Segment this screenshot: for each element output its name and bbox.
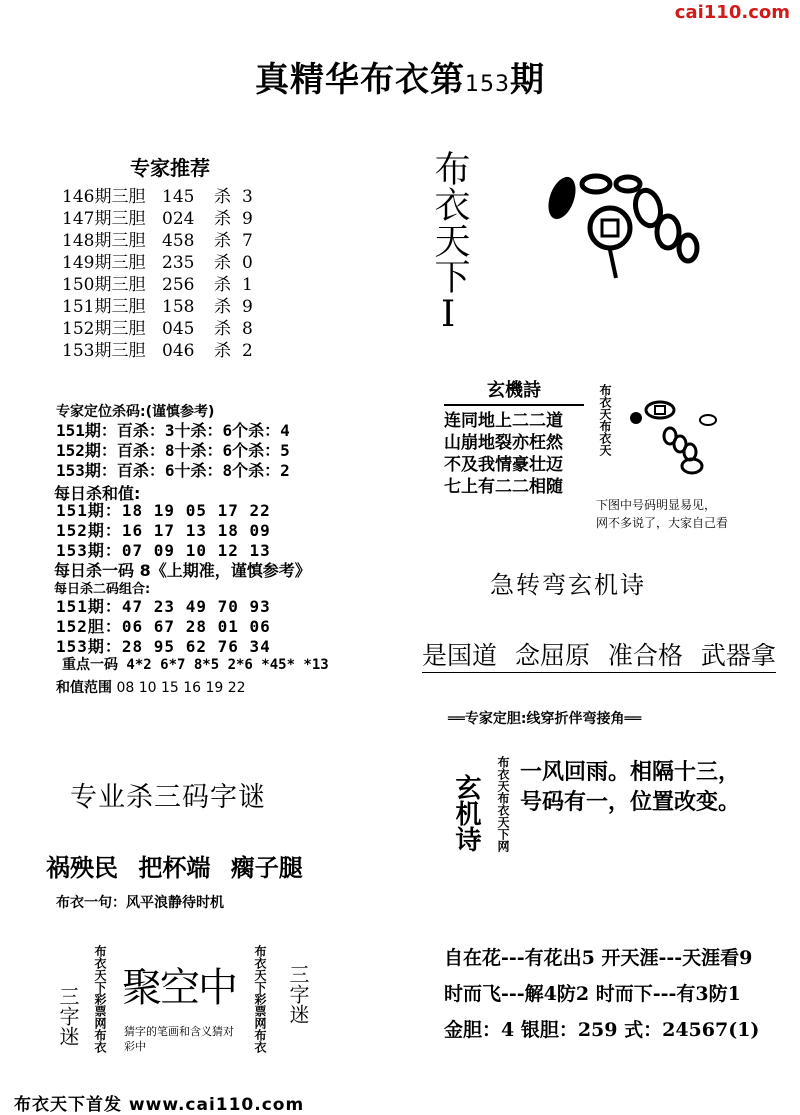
recommend-k: 1 — [242, 275, 253, 295]
sum-range-line — [56, 677, 246, 697]
buyi-saying: 布衣一句：风平浪静待时机 — [56, 895, 224, 911]
sanzi-label-right: 三字迷 — [286, 964, 310, 1024]
list-item: 151期：18 19 05 17 22 — [56, 501, 271, 520]
recommend-period: 149期三胆 — [62, 253, 146, 273]
xuanji-vertical-text: 布衣天布衣天 — [598, 384, 612, 456]
list-item — [62, 186, 253, 208]
poem-line: 七上有二二相随 — [444, 477, 563, 497]
recommend-k: 9 — [242, 209, 253, 229]
note-line: 网不多说了，大家自己看 — [596, 516, 729, 530]
recommend-value: 458 — [162, 231, 195, 251]
xuanji-shi-vertical: 玄机诗 — [451, 774, 481, 852]
recommend-kill: 杀 — [214, 209, 231, 229]
hint-line: 时而飞---解4防2 时而下---有3防1 — [444, 983, 741, 1005]
title-suffix: 期 — [510, 60, 545, 100]
xuanji-note — [596, 496, 728, 532]
site-watermark: cai110.com — [674, 2, 790, 23]
one-kill-title: 每日杀一码 8《上期准，谨慎参考》 — [54, 561, 311, 580]
note-line: 下图中号码明显易见， — [596, 498, 717, 512]
two-kill-title: 每日杀二码组合: — [54, 582, 151, 597]
list-item — [62, 208, 253, 230]
position-kill-list — [56, 421, 290, 481]
hint-line: 自在花---有花出5 开天涯---天涯看9 — [444, 947, 753, 969]
riddle-poem-line: 是国道 念屈原 准合格 武器拿 — [422, 636, 776, 673]
list-item: 151期：百杀：3十杀：6个杀：4 — [56, 421, 290, 440]
recommend-kill: 杀 — [214, 297, 231, 317]
list-item: 153期：28 95 62 76 34 — [56, 637, 271, 656]
recommend-value: 145 — [162, 187, 195, 207]
bottom-hints — [444, 940, 759, 1048]
sanzi-label-left: 三字迷 — [56, 986, 80, 1046]
recommend-period: 148期三胆 — [62, 231, 146, 251]
recommend-value: 046 — [162, 341, 195, 361]
hint-line: 金胆：4 银胆：259 式：24567(1) — [444, 1019, 760, 1041]
recommend-kill: 杀 — [214, 253, 231, 273]
coin-chain-illustration — [540, 170, 710, 280]
riddle-word: 聚空中 — [122, 965, 236, 1011]
recommend-period: 146期三胆 — [62, 187, 146, 207]
expert-dan-line: ══专家定胆:线穿折伴弯接角══ — [448, 711, 642, 727]
recommend-k: 3 — [242, 187, 253, 207]
roman-numeral: I — [441, 294, 456, 335]
list-item: 152期：百杀：8十杀：6个杀：5 — [56, 441, 290, 460]
recommend-period: 151期三胆 — [62, 297, 146, 317]
recommend-period: 152期三胆 — [62, 319, 146, 339]
recommend-k: 0 — [242, 253, 253, 273]
title-issue-number: 153 — [465, 72, 510, 97]
riddle-poem-title: 急转弯玄机诗 — [490, 571, 646, 599]
recommend-kill: 杀 — [214, 231, 231, 251]
list-item — [62, 274, 253, 296]
recommend-title: 专家推荐 — [130, 156, 210, 180]
poem-line: 一风回雨。相隔十三， — [520, 760, 741, 785]
buyi-tianxia-vertical: 布衣天下 — [429, 150, 470, 294]
list-item: 151期：47 23 49 70 93 — [56, 597, 271, 616]
vertical-watermark-left: 布衣天下彩票网布衣 — [93, 945, 107, 1053]
list-item: 153期：百杀：6十杀：8个杀：2 — [56, 461, 290, 480]
vertical-watermark-poem: 布衣天布衣天下网 — [496, 756, 510, 852]
recommend-value: 158 — [162, 297, 195, 317]
recommend-period: 150期三胆 — [62, 275, 146, 295]
recommend-kill: 杀 — [214, 319, 231, 339]
recommend-kill: 杀 — [214, 341, 231, 361]
sum-kill-title: 每日杀和值: — [54, 484, 141, 503]
recommend-k: 2 — [242, 341, 253, 361]
poem-line: 号码有一，位置改变。 — [520, 790, 741, 815]
xuanji-poem-box — [444, 376, 584, 498]
recommend-kill: 杀 — [214, 187, 231, 207]
position-kill-title: 专家定位杀码:(谨慎参考) — [56, 404, 215, 420]
xuanji-poem-title: 玄機詩 — [444, 376, 584, 406]
list-item — [62, 318, 253, 340]
sum-kill-list — [56, 501, 271, 561]
recommend-value: 235 — [162, 253, 195, 273]
recommend-value: 045 — [162, 319, 195, 339]
list-item: 153期：07 09 10 12 13 — [56, 541, 271, 560]
page-title — [0, 52, 800, 101]
sum-range-values: 08 10 15 16 19 22 — [116, 680, 246, 696]
list-item: 152胆：06 67 28 01 06 — [56, 617, 271, 636]
key-code-line: 重点一码 4*2 6*7 8*5 2*6 *45* *13 — [62, 657, 329, 673]
recommend-kill: 杀 — [214, 275, 231, 295]
recommend-value: 256 — [162, 275, 195, 295]
recommend-k: 8 — [242, 319, 253, 339]
recommend-k: 9 — [242, 297, 253, 317]
sum-range-label: 和值范围 — [56, 680, 112, 696]
list-item — [62, 252, 253, 274]
small-coin-illustration — [620, 398, 730, 478]
poem-line: 连同地上二二道 — [444, 411, 563, 431]
poem-line: 不及我情豪壮迈 — [444, 455, 563, 475]
xuanji-poem-lines — [444, 410, 584, 498]
riddle-hint: 猜字的笔画和含义猜对彩中 — [124, 1025, 234, 1053]
two-kill-list — [56, 597, 271, 657]
recommend-k: 7 — [242, 231, 253, 251]
footer-text: 布衣天下首发 www.cai110.com — [14, 1095, 305, 1115]
recommend-value: 024 — [162, 209, 195, 229]
list-item — [62, 340, 253, 362]
list-item — [62, 296, 253, 318]
recommend-period: 153期三胆 — [62, 341, 146, 361]
title-main: 真精华布衣第 — [255, 60, 465, 100]
list-item: 152期：16 17 13 18 09 — [56, 521, 271, 540]
poem-line: 山崩地裂亦枉然 — [444, 433, 563, 453]
riddle-text: 祸殃民 把杯端 瘸子腿 — [46, 854, 303, 882]
list-item — [62, 230, 253, 252]
kill3-title: 专业杀三码字谜 — [70, 782, 266, 813]
recommend-list — [62, 186, 253, 362]
vertical-watermark-right: 布衣天下彩票网布衣 — [253, 945, 267, 1053]
poem-text — [520, 758, 740, 818]
recommend-period: 147期三胆 — [62, 209, 146, 229]
